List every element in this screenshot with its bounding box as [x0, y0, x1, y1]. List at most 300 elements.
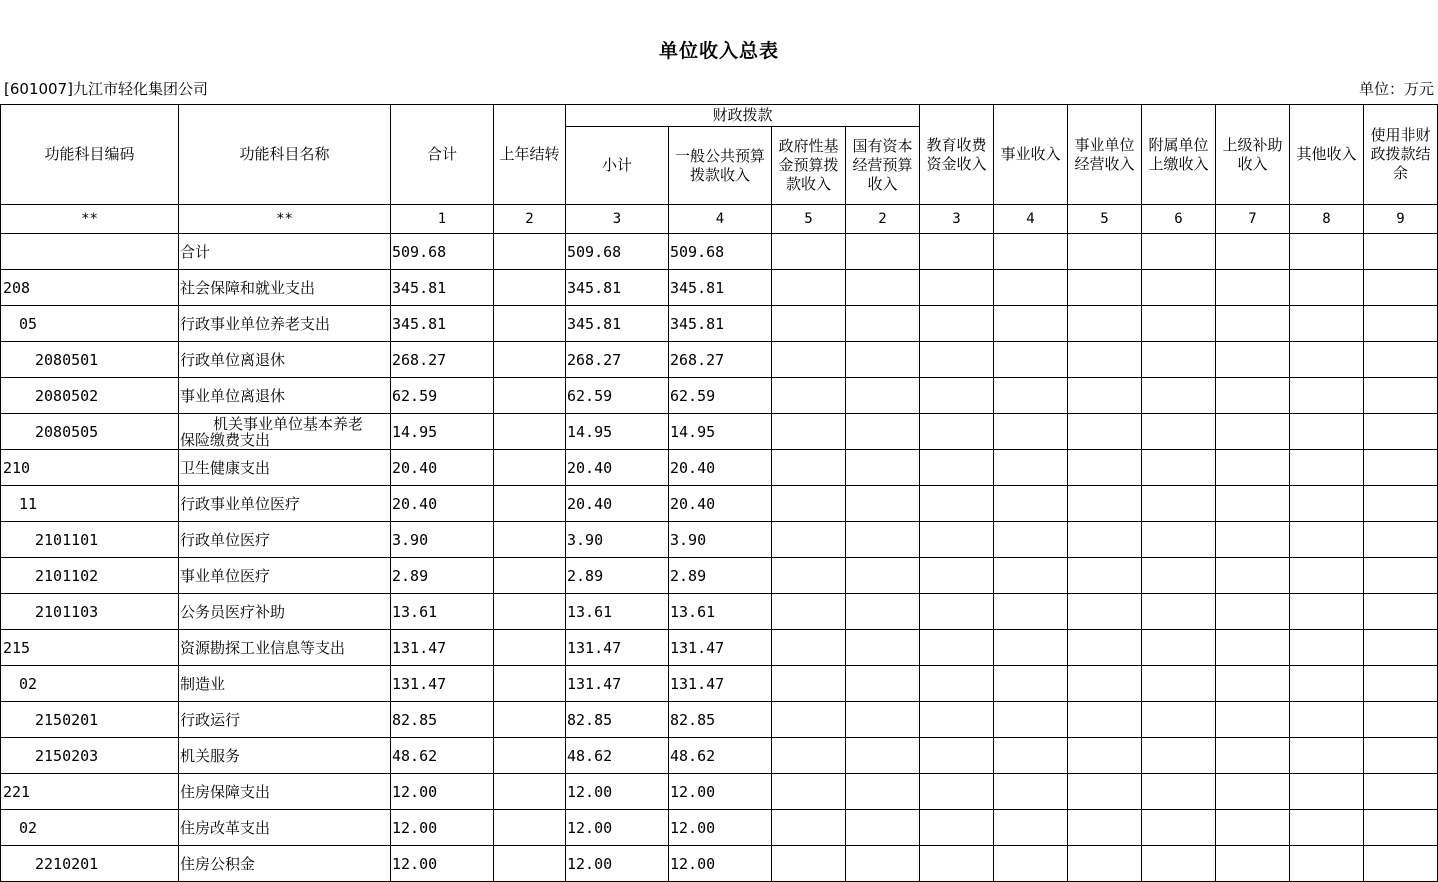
carryover-cell — [494, 594, 566, 630]
carryover-cell — [494, 342, 566, 378]
empty-cell — [846, 486, 920, 522]
name-cell: 社会保障和就业支出 — [179, 270, 391, 306]
empty-cell — [772, 666, 846, 702]
header-state-capital — [846, 127, 920, 205]
carryover-cell — [494, 738, 566, 774]
code-cell — [1, 234, 179, 270]
empty-cell — [772, 774, 846, 810]
empty-cell — [920, 486, 994, 522]
empty-cell — [1290, 774, 1364, 810]
index-cell: 4 — [669, 205, 772, 234]
subtotal-cell: 345.81 — [566, 270, 669, 306]
code-cell: 02 — [1, 666, 179, 702]
total-cell: 131.47 — [391, 666, 494, 702]
name-cell: 事业单位离退休 — [179, 378, 391, 414]
empty-cell — [994, 342, 1068, 378]
empty-cell — [772, 738, 846, 774]
name-cell: 行政事业单位养老支出 — [179, 306, 391, 342]
total-cell: 3.90 — [391, 522, 494, 558]
name-cell: 合计 — [179, 234, 391, 270]
empty-cell — [1290, 630, 1364, 666]
empty-cell — [1290, 810, 1364, 846]
table-row — [1, 378, 1438, 414]
name-cell: 住房公积金 — [179, 846, 391, 882]
header-state-capital-label: 国有资本经营预算收入 — [852, 137, 913, 193]
general-budget-cell: 12.00 — [669, 774, 772, 810]
empty-cell — [994, 666, 1068, 702]
empty-cell — [920, 594, 994, 630]
general-budget-cell: 20.40 — [669, 486, 772, 522]
code-cell: 05 — [1, 306, 179, 342]
empty-cell — [1290, 846, 1364, 882]
carryover-cell — [494, 666, 566, 702]
header-education-fee-label: 教育收费资金收入 — [926, 135, 987, 173]
subtotal-cell: 12.00 — [566, 846, 669, 882]
empty-cell — [846, 810, 920, 846]
subtotal-cell: 345.81 — [566, 306, 669, 342]
total-cell: 82.85 — [391, 702, 494, 738]
table-row — [1, 774, 1438, 810]
carryover-cell — [494, 414, 566, 450]
empty-cell — [1364, 342, 1438, 378]
index-cell: ** — [1, 205, 179, 234]
subtotal-cell: 131.47 — [566, 630, 669, 666]
empty-cell — [1216, 774, 1290, 810]
empty-cell — [846, 738, 920, 774]
empty-cell — [1142, 270, 1216, 306]
empty-cell — [1068, 342, 1142, 378]
empty-cell — [1216, 234, 1290, 270]
empty-cell — [994, 594, 1068, 630]
empty-cell — [994, 378, 1068, 414]
index-cell: 9 — [1364, 205, 1438, 234]
total-cell: 2.89 — [391, 558, 494, 594]
name-cell-line2: 保险缴费支出 — [180, 430, 271, 449]
empty-cell — [994, 774, 1068, 810]
empty-cell — [1290, 486, 1364, 522]
empty-cell — [846, 558, 920, 594]
empty-cell — [1290, 270, 1364, 306]
empty-cell — [1364, 738, 1438, 774]
empty-cell — [1216, 846, 1290, 882]
unit-label: 单位：万元 — [1358, 80, 1434, 98]
index-cell: 6 — [1142, 205, 1216, 234]
general-budget-cell: 345.81 — [669, 270, 772, 306]
empty-cell — [1068, 846, 1142, 882]
code-cell: 210 — [1, 450, 179, 486]
empty-cell — [1142, 810, 1216, 846]
empty-cell — [1290, 234, 1364, 270]
empty-cell — [772, 270, 846, 306]
name-cell — [179, 414, 391, 450]
empty-cell — [846, 666, 920, 702]
header-education-fee — [920, 105, 994, 205]
index-cell: 1 — [391, 205, 494, 234]
table-row — [1, 594, 1438, 630]
index-row — [1, 205, 1438, 234]
subtotal-cell: 48.62 — [566, 738, 669, 774]
empty-cell — [920, 666, 994, 702]
empty-cell — [772, 486, 846, 522]
empty-cell — [994, 702, 1068, 738]
empty-cell — [994, 414, 1068, 450]
total-cell: 13.61 — [391, 594, 494, 630]
empty-cell — [1216, 630, 1290, 666]
header-total: 合计 — [391, 105, 494, 205]
empty-cell — [1142, 846, 1216, 882]
empty-cell — [920, 378, 994, 414]
empty-cell — [846, 846, 920, 882]
empty-cell — [1290, 342, 1364, 378]
empty-cell — [1068, 234, 1142, 270]
header-subtotal: 小计 — [566, 127, 669, 205]
header-nonfiscal-balance-label: 使用非财政拨款结余 — [1370, 126, 1431, 182]
empty-cell — [994, 738, 1068, 774]
carryover-cell — [494, 270, 566, 306]
empty-cell — [994, 522, 1068, 558]
empty-cell — [994, 846, 1068, 882]
empty-cell — [772, 702, 846, 738]
subtotal-cell: 20.40 — [566, 450, 669, 486]
empty-cell — [994, 558, 1068, 594]
empty-cell — [920, 702, 994, 738]
subtotal-cell: 2.89 — [566, 558, 669, 594]
empty-cell — [1290, 450, 1364, 486]
empty-cell — [1364, 846, 1438, 882]
empty-cell — [1142, 234, 1216, 270]
index-cell: ** — [179, 205, 391, 234]
index-cell: 3 — [920, 205, 994, 234]
empty-cell — [1216, 414, 1290, 450]
empty-cell — [846, 414, 920, 450]
empty-cell — [920, 522, 994, 558]
empty-cell — [1290, 306, 1364, 342]
empty-cell — [1068, 486, 1142, 522]
empty-cell — [920, 306, 994, 342]
header-code: 功能科目编码 — [1, 105, 179, 205]
total-cell: 62.59 — [391, 378, 494, 414]
empty-cell — [1290, 702, 1364, 738]
table-row — [1, 810, 1438, 846]
empty-cell — [1068, 774, 1142, 810]
empty-cell — [772, 450, 846, 486]
empty-cell — [1290, 594, 1364, 630]
empty-cell — [1290, 558, 1364, 594]
header-business-operation-label: 事业单位经营收入 — [1074, 135, 1135, 173]
empty-cell — [772, 378, 846, 414]
empty-cell — [1142, 342, 1216, 378]
empty-cell — [994, 306, 1068, 342]
code-cell: 2101103 — [1, 594, 179, 630]
empty-cell — [1142, 774, 1216, 810]
code-cell: 215 — [1, 630, 179, 666]
empty-cell — [846, 774, 920, 810]
table-row — [1, 846, 1438, 882]
table-row — [1, 738, 1438, 774]
empty-cell — [1216, 450, 1290, 486]
index-cell: 5 — [772, 205, 846, 234]
total-cell: 12.00 — [391, 846, 494, 882]
empty-cell — [772, 810, 846, 846]
subtotal-cell: 14.95 — [566, 414, 669, 450]
empty-cell — [1364, 270, 1438, 306]
organization-label: [601007]九江市轻化集团公司 — [4, 80, 208, 98]
empty-cell — [920, 774, 994, 810]
name-cell-line1: 机关事业单位基本养老 — [213, 414, 364, 433]
total-cell: 14.95 — [391, 414, 494, 450]
empty-cell — [1216, 594, 1290, 630]
empty-cell — [1068, 738, 1142, 774]
empty-cell — [994, 270, 1068, 306]
empty-cell — [1068, 558, 1142, 594]
report-title: 单位收入总表 — [658, 40, 779, 62]
empty-cell — [920, 270, 994, 306]
empty-cell — [994, 810, 1068, 846]
empty-cell — [1068, 594, 1142, 630]
header-superior-subsidy-label: 上级补助收入 — [1222, 135, 1283, 173]
index-cell: 3 — [566, 205, 669, 234]
table-row — [1, 342, 1438, 378]
empty-cell — [1068, 522, 1142, 558]
empty-cell — [772, 558, 846, 594]
carryover-cell — [494, 702, 566, 738]
index-cell: 2 — [494, 205, 566, 234]
general-budget-cell: 48.62 — [669, 738, 772, 774]
name-cell: 行政单位离退休 — [179, 342, 391, 378]
empty-cell — [1142, 414, 1216, 450]
empty-cell — [1216, 666, 1290, 702]
empty-cell — [1142, 450, 1216, 486]
subtotal-cell: 3.90 — [566, 522, 669, 558]
empty-cell — [994, 450, 1068, 486]
empty-cell — [846, 594, 920, 630]
empty-cell — [920, 342, 994, 378]
empty-cell — [1142, 378, 1216, 414]
empty-cell — [846, 270, 920, 306]
header-business-income: 事业收入 — [994, 105, 1068, 205]
empty-cell — [772, 234, 846, 270]
table-row — [1, 558, 1438, 594]
total-cell: 20.40 — [391, 486, 494, 522]
empty-cell — [1068, 306, 1142, 342]
header-gov-fund-label: 政府性基金预算拨款收入 — [778, 137, 839, 193]
total-cell: 48.62 — [391, 738, 494, 774]
subtotal-cell: 13.61 — [566, 594, 669, 630]
empty-cell — [1142, 486, 1216, 522]
code-cell: 2080501 — [1, 342, 179, 378]
index-cell: 7 — [1216, 205, 1290, 234]
empty-cell — [1364, 594, 1438, 630]
total-cell: 12.00 — [391, 774, 494, 810]
total-cell: 345.81 — [391, 306, 494, 342]
index-cell: 2 — [846, 205, 920, 234]
empty-cell — [920, 738, 994, 774]
header-superior-subsidy — [1216, 105, 1290, 205]
empty-cell — [1364, 702, 1438, 738]
name-cell: 卫生健康支出 — [179, 450, 391, 486]
empty-cell — [1364, 234, 1438, 270]
carryover-cell — [494, 486, 566, 522]
empty-cell — [772, 306, 846, 342]
empty-cell — [1216, 486, 1290, 522]
carryover-cell — [494, 846, 566, 882]
total-cell: 20.40 — [391, 450, 494, 486]
empty-cell — [846, 630, 920, 666]
code-cell: 2210201 — [1, 846, 179, 882]
empty-cell — [1216, 306, 1290, 342]
carryover-cell — [494, 234, 566, 270]
empty-cell — [1216, 810, 1290, 846]
empty-cell — [1364, 522, 1438, 558]
code-cell: 2080505 — [1, 414, 179, 450]
header-affiliated-label: 附属单位上缴收入 — [1148, 135, 1209, 173]
subtotal-cell: 509.68 — [566, 234, 669, 270]
carryover-cell — [494, 630, 566, 666]
empty-cell — [920, 234, 994, 270]
header-business-operation — [1068, 105, 1142, 205]
empty-cell — [1142, 666, 1216, 702]
empty-cell — [846, 306, 920, 342]
name-cell: 机关服务 — [179, 738, 391, 774]
header-gov-fund — [772, 127, 846, 205]
empty-cell — [1216, 738, 1290, 774]
empty-cell — [920, 450, 994, 486]
general-budget-cell: 3.90 — [669, 522, 772, 558]
empty-cell — [846, 234, 920, 270]
code-cell: 02 — [1, 810, 179, 846]
empty-cell — [1216, 558, 1290, 594]
index-cell: 8 — [1290, 205, 1364, 234]
empty-cell — [920, 414, 994, 450]
name-cell: 资源勘探工业信息等支出 — [179, 630, 391, 666]
general-budget-cell: 2.89 — [669, 558, 772, 594]
index-cell: 4 — [994, 205, 1068, 234]
code-cell: 2150201 — [1, 702, 179, 738]
table-row — [1, 522, 1438, 558]
carryover-cell — [494, 306, 566, 342]
empty-cell — [772, 522, 846, 558]
total-cell: 12.00 — [391, 810, 494, 846]
code-cell: 11 — [1, 486, 179, 522]
index-cell: 5 — [1068, 205, 1142, 234]
header-general-budget-label: 一般公共预算拨款收入 — [674, 146, 765, 184]
empty-cell — [1216, 342, 1290, 378]
name-cell: 行政运行 — [179, 702, 391, 738]
table-row — [1, 450, 1438, 486]
empty-cell — [846, 378, 920, 414]
empty-cell — [1364, 450, 1438, 486]
header-other-income: 其他收入 — [1290, 105, 1364, 205]
carryover-cell — [494, 522, 566, 558]
subtotal-cell: 62.59 — [566, 378, 669, 414]
empty-cell — [920, 810, 994, 846]
name-cell: 住房改革支出 — [179, 810, 391, 846]
subtotal-cell: 12.00 — [566, 774, 669, 810]
empty-cell — [1364, 414, 1438, 450]
general-budget-cell: 12.00 — [669, 846, 772, 882]
empty-cell — [1290, 378, 1364, 414]
subtotal-cell: 20.40 — [566, 486, 669, 522]
general-budget-cell: 14.95 — [669, 414, 772, 450]
empty-cell — [1068, 666, 1142, 702]
empty-cell — [772, 342, 846, 378]
table-row — [1, 486, 1438, 522]
general-budget-cell: 20.40 — [669, 450, 772, 486]
header-fiscal-group: 财政拨款 — [566, 105, 920, 127]
empty-cell — [1290, 666, 1364, 702]
empty-cell — [1364, 666, 1438, 702]
general-budget-cell: 62.59 — [669, 378, 772, 414]
total-cell: 345.81 — [391, 270, 494, 306]
general-budget-cell: 131.47 — [669, 666, 772, 702]
subtotal-cell: 12.00 — [566, 810, 669, 846]
empty-cell — [846, 522, 920, 558]
empty-cell — [1068, 378, 1142, 414]
empty-cell — [1068, 450, 1142, 486]
income-summary-table — [0, 104, 1438, 882]
total-cell: 131.47 — [391, 630, 494, 666]
empty-cell — [772, 846, 846, 882]
code-cell: 2080502 — [1, 378, 179, 414]
empty-cell — [1364, 558, 1438, 594]
empty-cell — [846, 450, 920, 486]
empty-cell — [1068, 270, 1142, 306]
empty-cell — [1364, 378, 1438, 414]
empty-cell — [1216, 270, 1290, 306]
code-cell: 2101102 — [1, 558, 179, 594]
table-row — [1, 270, 1438, 306]
empty-cell — [1142, 738, 1216, 774]
empty-cell — [772, 594, 846, 630]
name-cell: 行政单位医疗 — [179, 522, 391, 558]
table-row — [1, 666, 1438, 702]
name-cell: 住房保障支出 — [179, 774, 391, 810]
empty-cell — [1364, 810, 1438, 846]
carryover-cell — [494, 558, 566, 594]
carryover-cell — [494, 810, 566, 846]
code-cell: 2101101 — [1, 522, 179, 558]
empty-cell — [1142, 630, 1216, 666]
total-cell: 268.27 — [391, 342, 494, 378]
empty-cell — [1290, 738, 1364, 774]
empty-cell — [994, 234, 1068, 270]
empty-cell — [920, 558, 994, 594]
empty-cell — [846, 342, 920, 378]
empty-cell — [1364, 630, 1438, 666]
empty-cell — [920, 630, 994, 666]
header-name: 功能科目名称 — [179, 105, 391, 205]
code-cell: 221 — [1, 774, 179, 810]
table-row — [1, 306, 1438, 342]
general-budget-cell: 13.61 — [669, 594, 772, 630]
empty-cell — [1142, 522, 1216, 558]
header-carryover: 上年结转 — [494, 105, 566, 205]
empty-cell — [920, 846, 994, 882]
general-budget-cell: 345.81 — [669, 306, 772, 342]
carryover-cell — [494, 378, 566, 414]
empty-cell — [772, 414, 846, 450]
empty-cell — [772, 630, 846, 666]
empty-cell — [1142, 594, 1216, 630]
empty-cell — [1216, 522, 1290, 558]
empty-cell — [1068, 810, 1142, 846]
carryover-cell — [494, 774, 566, 810]
empty-cell — [994, 486, 1068, 522]
general-budget-cell: 131.47 — [669, 630, 772, 666]
empty-cell — [846, 702, 920, 738]
empty-cell — [1290, 522, 1364, 558]
code-cell: 2150203 — [1, 738, 179, 774]
